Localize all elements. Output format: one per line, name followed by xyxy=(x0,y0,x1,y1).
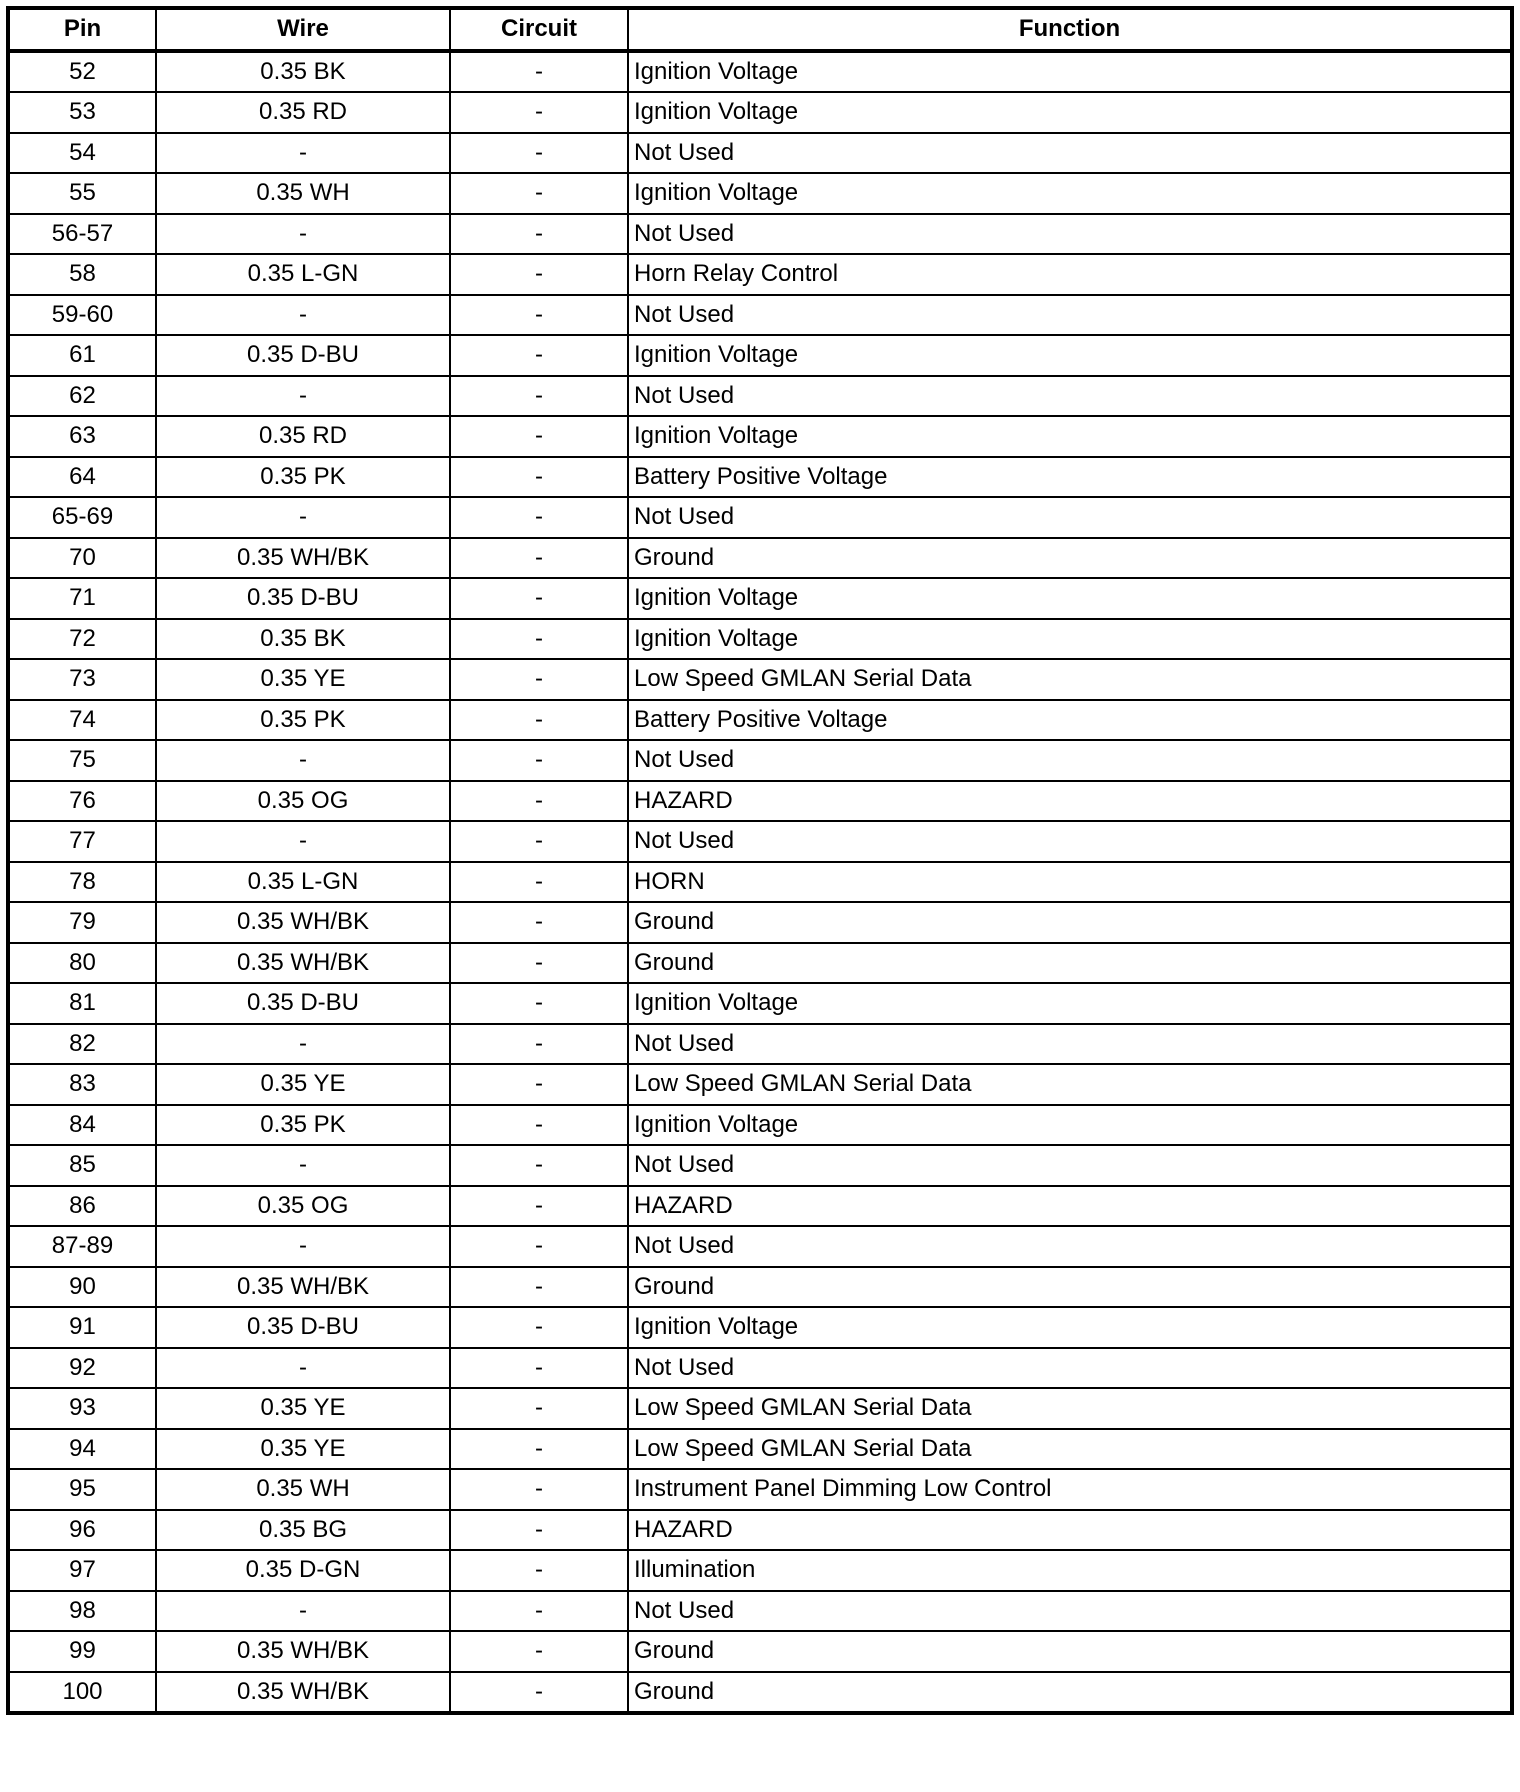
cell-wire: 0.35 OG xyxy=(156,1186,450,1227)
cell-pin: 95 xyxy=(8,1469,156,1510)
cell-wire: 0.35 BG xyxy=(156,1510,450,1551)
cell-pin: 72 xyxy=(8,619,156,660)
cell-circuit: - xyxy=(450,821,628,862)
cell-circuit: - xyxy=(450,619,628,660)
table-row xyxy=(8,214,1512,255)
table-row xyxy=(8,740,1512,781)
table-row xyxy=(8,92,1512,133)
cell-wire: 0.35 WH xyxy=(156,1469,450,1510)
cell-pin: 62 xyxy=(8,376,156,417)
cell-function: Low Speed GMLAN Serial Data xyxy=(628,1429,1512,1470)
cell-wire: 0.35 WH/BK xyxy=(156,1267,450,1308)
table-row xyxy=(8,173,1512,214)
cell-function: Not Used xyxy=(628,295,1512,336)
cell-function: Not Used xyxy=(628,1591,1512,1632)
cell-function: HAZARD xyxy=(628,1186,1512,1227)
cell-circuit: - xyxy=(450,902,628,943)
cell-function: Low Speed GMLAN Serial Data xyxy=(628,659,1512,700)
cell-function: Low Speed GMLAN Serial Data xyxy=(628,1064,1512,1105)
cell-pin: 79 xyxy=(8,902,156,943)
cell-function: Low Speed GMLAN Serial Data xyxy=(628,1388,1512,1429)
cell-pin: 73 xyxy=(8,659,156,700)
table-row xyxy=(8,254,1512,295)
cell-circuit: - xyxy=(450,1307,628,1348)
table-row xyxy=(8,133,1512,174)
cell-circuit: - xyxy=(450,51,628,93)
cell-pin: 93 xyxy=(8,1388,156,1429)
cell-function: HORN xyxy=(628,862,1512,903)
cell-circuit: - xyxy=(450,943,628,984)
cell-pin: 59-60 xyxy=(8,295,156,336)
cell-pin: 56-57 xyxy=(8,214,156,255)
cell-wire: 0.35 RD xyxy=(156,416,450,457)
cell-circuit: - xyxy=(450,295,628,336)
cell-function: Ignition Voltage xyxy=(628,92,1512,133)
cell-function: Horn Relay Control xyxy=(628,254,1512,295)
cell-wire: 0.35 BK xyxy=(156,51,450,93)
cell-wire: 0.35 WH/BK xyxy=(156,1672,450,1714)
table-row xyxy=(8,1469,1512,1510)
cell-circuit: - xyxy=(450,1429,628,1470)
cell-circuit: - xyxy=(450,457,628,498)
cell-wire: 0.35 YE xyxy=(156,1429,450,1470)
table-row xyxy=(8,416,1512,457)
cell-function: Not Used xyxy=(628,1145,1512,1186)
cell-circuit: - xyxy=(450,1631,628,1672)
cell-pin: 84 xyxy=(8,1105,156,1146)
cell-function: Not Used xyxy=(628,1024,1512,1065)
cell-function: Battery Positive Voltage xyxy=(628,457,1512,498)
cell-function: Ground xyxy=(628,902,1512,943)
table-row xyxy=(8,1510,1512,1551)
cell-pin: 91 xyxy=(8,1307,156,1348)
cell-wire: 0.35 D-BU xyxy=(156,983,450,1024)
cell-circuit: - xyxy=(450,1267,628,1308)
cell-pin: 52 xyxy=(8,51,156,93)
cell-function: Not Used xyxy=(628,133,1512,174)
cell-wire: - xyxy=(156,1348,450,1389)
table-row xyxy=(8,51,1512,93)
cell-wire: 0.35 D-BU xyxy=(156,578,450,619)
cell-circuit: - xyxy=(450,1591,628,1632)
cell-wire: - xyxy=(156,133,450,174)
table-row xyxy=(8,659,1512,700)
cell-circuit: - xyxy=(450,1388,628,1429)
cell-wire: 0.35 D-BU xyxy=(156,1307,450,1348)
cell-pin: 85 xyxy=(8,1145,156,1186)
cell-pin: 76 xyxy=(8,781,156,822)
cell-pin: 53 xyxy=(8,92,156,133)
cell-function: Not Used xyxy=(628,376,1512,417)
table-row xyxy=(8,376,1512,417)
cell-function: Ignition Voltage xyxy=(628,578,1512,619)
header-circuit: Circuit xyxy=(450,8,628,51)
cell-wire: 0.35 D-GN xyxy=(156,1550,450,1591)
cell-circuit: - xyxy=(450,1105,628,1146)
cell-pin: 99 xyxy=(8,1631,156,1672)
cell-circuit: - xyxy=(450,1469,628,1510)
cell-wire: 0.35 L-GN xyxy=(156,254,450,295)
table-row xyxy=(8,1186,1512,1227)
table-row xyxy=(8,983,1512,1024)
cell-function: Not Used xyxy=(628,1226,1512,1267)
cell-wire: - xyxy=(156,497,450,538)
table-row xyxy=(8,1348,1512,1389)
cell-pin: 77 xyxy=(8,821,156,862)
cell-function: Instrument Panel Dimming Low Control xyxy=(628,1469,1512,1510)
table-row xyxy=(8,1388,1512,1429)
table-row xyxy=(8,943,1512,984)
table-row xyxy=(8,700,1512,741)
cell-function: Ground xyxy=(628,1672,1512,1714)
cell-function: Ground xyxy=(628,943,1512,984)
cell-pin: 86 xyxy=(8,1186,156,1227)
table-row xyxy=(8,781,1512,822)
header-wire: Wire xyxy=(156,8,450,51)
cell-pin: 94 xyxy=(8,1429,156,1470)
cell-pin: 58 xyxy=(8,254,156,295)
cell-wire: 0.35 RD xyxy=(156,92,450,133)
cell-pin: 90 xyxy=(8,1267,156,1308)
cell-circuit: - xyxy=(450,376,628,417)
table-row xyxy=(8,1064,1512,1105)
cell-wire: - xyxy=(156,821,450,862)
cell-wire: 0.35 PK xyxy=(156,1105,450,1146)
header-row xyxy=(8,8,1512,51)
cell-wire: - xyxy=(156,214,450,255)
cell-pin: 54 xyxy=(8,133,156,174)
cell-circuit: - xyxy=(450,1064,628,1105)
cell-function: Ground xyxy=(628,1267,1512,1308)
cell-pin: 75 xyxy=(8,740,156,781)
table-row xyxy=(8,578,1512,619)
cell-wire: 0.35 YE xyxy=(156,1064,450,1105)
cell-function: Ignition Voltage xyxy=(628,416,1512,457)
cell-circuit: - xyxy=(450,659,628,700)
cell-pin: 80 xyxy=(8,943,156,984)
cell-circuit: - xyxy=(450,578,628,619)
cell-circuit: - xyxy=(450,497,628,538)
cell-pin: 98 xyxy=(8,1591,156,1632)
cell-pin: 70 xyxy=(8,538,156,579)
cell-function: Ignition Voltage xyxy=(628,51,1512,93)
cell-function: Ignition Voltage xyxy=(628,1307,1512,1348)
cell-function: Not Used xyxy=(628,740,1512,781)
cell-circuit: - xyxy=(450,214,628,255)
cell-pin: 71 xyxy=(8,578,156,619)
table-row xyxy=(8,497,1512,538)
table-row xyxy=(8,1591,1512,1632)
table-row xyxy=(8,1226,1512,1267)
table-row xyxy=(8,1267,1512,1308)
cell-circuit: - xyxy=(450,1186,628,1227)
cell-circuit: - xyxy=(450,254,628,295)
table-body xyxy=(8,51,1512,1714)
cell-wire: - xyxy=(156,376,450,417)
cell-function: Ignition Voltage xyxy=(628,619,1512,660)
pinout-table xyxy=(6,6,1514,1715)
table-header xyxy=(8,8,1512,51)
cell-circuit: - xyxy=(450,538,628,579)
cell-wire: - xyxy=(156,1024,450,1065)
cell-function: Not Used xyxy=(628,214,1512,255)
cell-wire: 0.35 PK xyxy=(156,700,450,741)
cell-pin: 83 xyxy=(8,1064,156,1105)
cell-circuit: - xyxy=(450,335,628,376)
cell-circuit: - xyxy=(450,700,628,741)
cell-pin: 100 xyxy=(8,1672,156,1714)
cell-pin: 96 xyxy=(8,1510,156,1551)
cell-pin: 87-89 xyxy=(8,1226,156,1267)
cell-circuit: - xyxy=(450,173,628,214)
table-row xyxy=(8,1550,1512,1591)
cell-pin: 92 xyxy=(8,1348,156,1389)
cell-circuit: - xyxy=(450,92,628,133)
table-row xyxy=(8,295,1512,336)
cell-pin: 97 xyxy=(8,1550,156,1591)
cell-circuit: - xyxy=(450,781,628,822)
cell-wire: 0.35 L-GN xyxy=(156,862,450,903)
header-function: Function xyxy=(628,8,1512,51)
cell-function: Ignition Voltage xyxy=(628,1105,1512,1146)
cell-circuit: - xyxy=(450,416,628,457)
cell-wire: 0.35 WH/BK xyxy=(156,943,450,984)
cell-pin: 74 xyxy=(8,700,156,741)
cell-circuit: - xyxy=(450,1550,628,1591)
table-row xyxy=(8,1307,1512,1348)
cell-function: Ground xyxy=(628,538,1512,579)
cell-wire: 0.35 WH/BK xyxy=(156,538,450,579)
table-row xyxy=(8,821,1512,862)
cell-pin: 81 xyxy=(8,983,156,1024)
cell-wire: 0.35 PK xyxy=(156,457,450,498)
cell-wire: 0.35 BK xyxy=(156,619,450,660)
cell-function: Ignition Voltage xyxy=(628,335,1512,376)
cell-pin: 65-69 xyxy=(8,497,156,538)
cell-wire: 0.35 WH xyxy=(156,173,450,214)
cell-wire: 0.35 YE xyxy=(156,659,450,700)
header-pin: Pin xyxy=(8,8,156,51)
cell-circuit: - xyxy=(450,1672,628,1714)
cell-function: HAZARD xyxy=(628,781,1512,822)
cell-wire: - xyxy=(156,1591,450,1632)
cell-pin: 82 xyxy=(8,1024,156,1065)
cell-circuit: - xyxy=(450,1226,628,1267)
table-row xyxy=(8,1429,1512,1470)
table-row xyxy=(8,1145,1512,1186)
cell-wire: 0.35 D-BU xyxy=(156,335,450,376)
cell-function: Not Used xyxy=(628,1348,1512,1389)
table-row xyxy=(8,457,1512,498)
cell-pin: 63 xyxy=(8,416,156,457)
cell-circuit: - xyxy=(450,983,628,1024)
table-row xyxy=(8,862,1512,903)
table-row xyxy=(8,1105,1512,1146)
cell-pin: 64 xyxy=(8,457,156,498)
cell-function: Not Used xyxy=(628,821,1512,862)
table-row xyxy=(8,619,1512,660)
table-row xyxy=(8,335,1512,376)
cell-pin: 61 xyxy=(8,335,156,376)
cell-circuit: - xyxy=(450,1024,628,1065)
table-row xyxy=(8,538,1512,579)
cell-circuit: - xyxy=(450,862,628,903)
cell-wire: 0.35 OG xyxy=(156,781,450,822)
cell-circuit: - xyxy=(450,1510,628,1551)
cell-function: Illumination xyxy=(628,1550,1512,1591)
cell-circuit: - xyxy=(450,1145,628,1186)
cell-wire: - xyxy=(156,1226,450,1267)
cell-wire: 0.35 YE xyxy=(156,1388,450,1429)
cell-wire: 0.35 WH/BK xyxy=(156,1631,450,1672)
cell-wire: - xyxy=(156,295,450,336)
cell-circuit: - xyxy=(450,740,628,781)
cell-circuit: - xyxy=(450,1348,628,1389)
cell-wire: - xyxy=(156,740,450,781)
table-row xyxy=(8,902,1512,943)
cell-function: Ignition Voltage xyxy=(628,173,1512,214)
cell-function: Battery Positive Voltage xyxy=(628,700,1512,741)
cell-pin: 55 xyxy=(8,173,156,214)
cell-function: Ground xyxy=(628,1631,1512,1672)
cell-function: HAZARD xyxy=(628,1510,1512,1551)
cell-circuit: - xyxy=(450,133,628,174)
table-row xyxy=(8,1672,1512,1714)
cell-pin: 78 xyxy=(8,862,156,903)
table-row xyxy=(8,1024,1512,1065)
cell-function: Not Used xyxy=(628,497,1512,538)
table-row xyxy=(8,1631,1512,1672)
cell-wire: 0.35 WH/BK xyxy=(156,902,450,943)
cell-function: Ignition Voltage xyxy=(628,983,1512,1024)
cell-wire: - xyxy=(156,1145,450,1186)
